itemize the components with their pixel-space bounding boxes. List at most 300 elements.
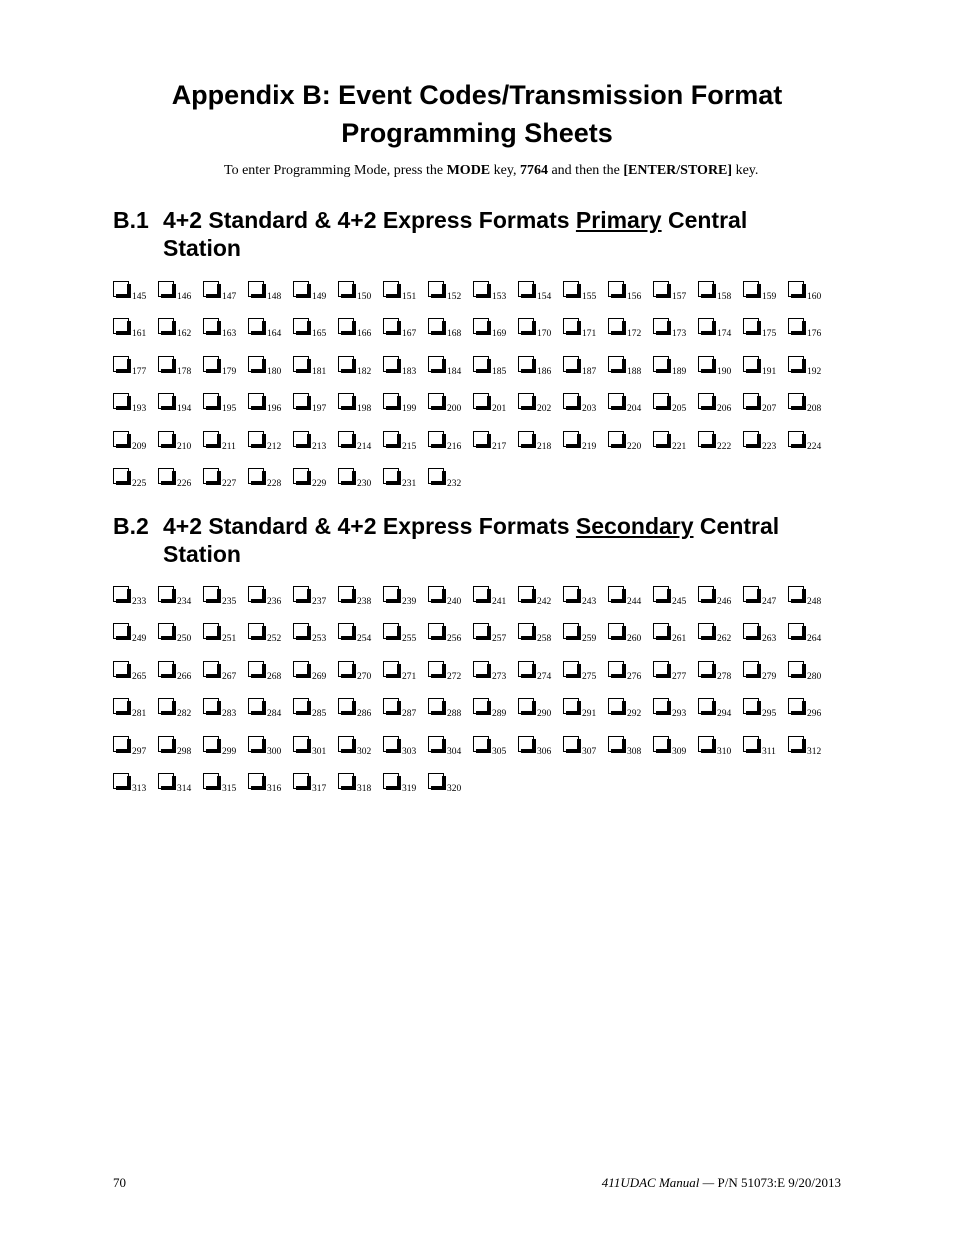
event-code-checkbox[interactable] [158, 619, 203, 645]
event-code-checkbox[interactable] [563, 619, 608, 645]
event-code-checkbox[interactable] [338, 619, 383, 645]
checkbox-icon[interactable] [338, 393, 356, 411]
event-code-checkbox[interactable] [518, 352, 563, 377]
checkbox-icon[interactable] [653, 736, 671, 754]
event-code-checkbox[interactable] [788, 582, 833, 607]
checkbox-icon[interactable] [518, 356, 536, 374]
event-code-checkbox[interactable] [608, 277, 653, 302]
event-code-checkbox[interactable] [158, 464, 203, 489]
event-code-checkbox[interactable] [248, 427, 293, 452]
checkbox-icon[interactable] [473, 281, 491, 299]
event-code-checkbox[interactable] [788, 657, 833, 682]
event-code-checkbox[interactable] [743, 732, 788, 757]
event-code-checkbox[interactable] [698, 732, 743, 757]
checkbox-icon[interactable] [203, 698, 221, 716]
event-code-checkbox[interactable] [203, 657, 248, 682]
checkbox-icon[interactable] [113, 698, 131, 716]
checkbox-icon[interactable] [788, 318, 806, 336]
event-code-checkbox[interactable] [473, 732, 518, 757]
checkbox-icon[interactable] [473, 623, 491, 641]
checkbox-icon[interactable] [293, 431, 311, 449]
checkbox-icon[interactable] [203, 393, 221, 411]
checkbox-icon[interactable] [518, 431, 536, 449]
checkbox-icon[interactable] [293, 586, 311, 604]
checkbox-icon[interactable] [563, 698, 581, 716]
checkbox-icon[interactable] [788, 623, 806, 641]
checkbox-icon[interactable] [113, 623, 131, 641]
event-code-checkbox[interactable] [563, 277, 608, 302]
checkbox-icon[interactable] [743, 623, 761, 641]
checkbox-icon[interactable] [698, 318, 716, 336]
event-code-checkbox[interactable] [113, 277, 158, 302]
checkbox-icon[interactable] [563, 431, 581, 449]
event-code-checkbox[interactable] [563, 582, 608, 607]
checkbox-icon[interactable] [203, 773, 221, 791]
event-code-checkbox[interactable] [248, 657, 293, 682]
event-code-checkbox[interactable] [428, 314, 473, 340]
checkbox-icon[interactable] [698, 661, 716, 679]
checkbox-icon[interactable] [158, 736, 176, 754]
event-code-checkbox[interactable] [248, 694, 293, 720]
checkbox-icon[interactable] [248, 736, 266, 754]
event-code-checkbox[interactable] [383, 619, 428, 645]
event-code-checkbox[interactable] [428, 277, 473, 302]
event-code-checkbox[interactable] [698, 314, 743, 340]
checkbox-icon[interactable] [158, 698, 176, 716]
event-code-checkbox[interactable] [653, 389, 698, 415]
checkbox-icon[interactable] [338, 356, 356, 374]
event-code-checkbox[interactable] [248, 277, 293, 302]
checkbox-icon[interactable] [743, 431, 761, 449]
event-code-checkbox[interactable] [608, 619, 653, 645]
checkbox-icon[interactable] [428, 698, 446, 716]
event-code-checkbox[interactable] [698, 427, 743, 452]
checkbox-icon[interactable] [428, 773, 446, 791]
event-code-checkbox[interactable] [203, 277, 248, 302]
checkbox-icon[interactable] [113, 736, 131, 754]
event-code-checkbox[interactable] [563, 352, 608, 377]
event-code-checkbox[interactable] [383, 277, 428, 302]
checkbox-icon[interactable] [383, 586, 401, 604]
checkbox-icon[interactable] [788, 698, 806, 716]
event-code-checkbox[interactable] [608, 314, 653, 340]
checkbox-icon[interactable] [338, 698, 356, 716]
checkbox-icon[interactable] [653, 281, 671, 299]
event-code-checkbox[interactable] [608, 732, 653, 757]
event-code-checkbox[interactable] [788, 732, 833, 757]
checkbox-icon[interactable] [788, 661, 806, 679]
checkbox-icon[interactable] [383, 393, 401, 411]
event-code-checkbox[interactable] [473, 427, 518, 452]
checkbox-icon[interactable] [473, 698, 491, 716]
checkbox-icon[interactable] [518, 281, 536, 299]
checkbox-icon[interactable] [338, 623, 356, 641]
checkbox-icon[interactable] [383, 661, 401, 679]
event-code-checkbox[interactable] [428, 352, 473, 377]
checkbox-icon[interactable] [428, 661, 446, 679]
event-code-checkbox[interactable] [743, 694, 788, 720]
event-code-checkbox[interactable] [248, 619, 293, 645]
event-code-checkbox[interactable] [788, 352, 833, 377]
checkbox-icon[interactable] [293, 468, 311, 486]
checkbox-icon[interactable] [608, 281, 626, 299]
event-code-checkbox[interactable] [113, 389, 158, 415]
event-code-checkbox[interactable] [428, 582, 473, 607]
event-code-checkbox[interactable] [113, 619, 158, 645]
event-code-checkbox[interactable] [563, 732, 608, 757]
event-code-checkbox[interactable] [428, 427, 473, 452]
event-code-checkbox[interactable] [653, 694, 698, 720]
event-code-checkbox[interactable] [428, 464, 473, 489]
event-code-checkbox[interactable] [383, 657, 428, 682]
checkbox-icon[interactable] [563, 318, 581, 336]
event-code-checkbox[interactable] [698, 619, 743, 645]
event-code-checkbox[interactable] [518, 314, 563, 340]
event-code-checkbox[interactable] [788, 694, 833, 720]
checkbox-icon[interactable] [338, 468, 356, 486]
event-code-checkbox[interactable] [383, 464, 428, 489]
checkbox-icon[interactable] [293, 318, 311, 336]
event-code-checkbox[interactable] [383, 389, 428, 415]
event-code-checkbox[interactable] [653, 314, 698, 340]
event-code-checkbox[interactable] [743, 582, 788, 607]
event-code-checkbox[interactable] [653, 277, 698, 302]
checkbox-icon[interactable] [698, 736, 716, 754]
event-code-checkbox[interactable] [158, 277, 203, 302]
event-code-checkbox[interactable] [293, 427, 338, 452]
event-code-checkbox[interactable] [203, 389, 248, 415]
event-code-checkbox[interactable] [158, 732, 203, 757]
checkbox-icon[interactable] [788, 281, 806, 299]
checkbox-icon[interactable] [158, 281, 176, 299]
event-code-checkbox[interactable] [383, 314, 428, 340]
checkbox-icon[interactable] [518, 698, 536, 716]
checkbox-icon[interactable] [473, 318, 491, 336]
checkbox-icon[interactable] [428, 468, 446, 486]
event-code-checkbox[interactable] [203, 352, 248, 377]
event-code-checkbox[interactable] [653, 427, 698, 452]
checkbox-icon[interactable] [113, 393, 131, 411]
checkbox-icon[interactable] [248, 393, 266, 411]
event-code-checkbox[interactable] [158, 694, 203, 720]
checkbox-icon[interactable] [653, 698, 671, 716]
event-code-checkbox[interactable] [158, 769, 203, 794]
event-code-checkbox[interactable] [338, 389, 383, 415]
checkbox-icon[interactable] [383, 431, 401, 449]
checkbox-icon[interactable] [293, 281, 311, 299]
checkbox-icon[interactable] [158, 393, 176, 411]
checkbox-icon[interactable] [158, 318, 176, 336]
checkbox-icon[interactable] [428, 736, 446, 754]
event-code-checkbox[interactable] [788, 619, 833, 645]
checkbox-icon[interactable] [158, 468, 176, 486]
checkbox-icon[interactable] [113, 468, 131, 486]
checkbox-icon[interactable] [338, 773, 356, 791]
event-code-checkbox[interactable] [113, 427, 158, 452]
event-code-checkbox[interactable] [788, 389, 833, 415]
event-code-checkbox[interactable] [473, 352, 518, 377]
event-code-checkbox[interactable] [338, 582, 383, 607]
event-code-checkbox[interactable] [203, 619, 248, 645]
event-code-checkbox[interactable] [743, 427, 788, 452]
event-code-checkbox[interactable] [563, 314, 608, 340]
checkbox-icon[interactable] [608, 736, 626, 754]
checkbox-icon[interactable] [518, 736, 536, 754]
event-code-checkbox[interactable] [473, 582, 518, 607]
event-code-checkbox[interactable] [113, 769, 158, 794]
checkbox-icon[interactable] [518, 318, 536, 336]
event-code-checkbox[interactable] [338, 427, 383, 452]
event-code-checkbox[interactable] [293, 657, 338, 682]
event-code-checkbox[interactable] [428, 619, 473, 645]
event-code-checkbox[interactable] [293, 352, 338, 377]
checkbox-icon[interactable] [473, 586, 491, 604]
checkbox-icon[interactable] [743, 393, 761, 411]
checkbox-icon[interactable] [698, 698, 716, 716]
checkbox-icon[interactable] [293, 698, 311, 716]
event-code-checkbox[interactable] [293, 314, 338, 340]
event-code-checkbox[interactable] [743, 277, 788, 302]
checkbox-icon[interactable] [338, 736, 356, 754]
checkbox-icon[interactable] [203, 468, 221, 486]
event-code-checkbox[interactable] [203, 582, 248, 607]
checkbox-icon[interactable] [563, 356, 581, 374]
checkbox-icon[interactable] [338, 431, 356, 449]
checkbox-icon[interactable] [788, 736, 806, 754]
checkbox-icon[interactable] [788, 586, 806, 604]
checkbox-icon[interactable] [473, 393, 491, 411]
event-code-checkbox[interactable] [743, 352, 788, 377]
event-code-checkbox[interactable] [518, 389, 563, 415]
checkbox-icon[interactable] [788, 356, 806, 374]
event-code-checkbox[interactable] [248, 389, 293, 415]
checkbox-icon[interactable] [473, 356, 491, 374]
checkbox-icon[interactable] [293, 393, 311, 411]
event-code-checkbox[interactable] [158, 657, 203, 682]
event-code-checkbox[interactable] [563, 389, 608, 415]
event-code-checkbox[interactable] [383, 582, 428, 607]
checkbox-icon[interactable] [383, 281, 401, 299]
checkbox-icon[interactable] [203, 318, 221, 336]
checkbox-icon[interactable] [158, 623, 176, 641]
event-code-checkbox[interactable] [338, 694, 383, 720]
event-code-checkbox[interactable] [338, 352, 383, 377]
event-code-checkbox[interactable] [383, 694, 428, 720]
checkbox-icon[interactable] [113, 318, 131, 336]
event-code-checkbox[interactable] [248, 732, 293, 757]
event-code-checkbox[interactable] [698, 694, 743, 720]
event-code-checkbox[interactable] [203, 464, 248, 489]
event-code-checkbox[interactable] [338, 657, 383, 682]
checkbox-icon[interactable] [698, 356, 716, 374]
checkbox-icon[interactable] [608, 661, 626, 679]
event-code-checkbox[interactable] [608, 427, 653, 452]
checkbox-icon[interactable] [563, 281, 581, 299]
checkbox-icon[interactable] [428, 318, 446, 336]
checkbox-icon[interactable] [113, 773, 131, 791]
event-code-checkbox[interactable] [203, 769, 248, 794]
checkbox-icon[interactable] [563, 736, 581, 754]
checkbox-icon[interactable] [653, 393, 671, 411]
checkbox-icon[interactable] [383, 356, 401, 374]
checkbox-icon[interactable] [653, 356, 671, 374]
event-code-checkbox[interactable] [518, 582, 563, 607]
event-code-checkbox[interactable] [293, 769, 338, 794]
event-code-checkbox[interactable] [113, 352, 158, 377]
checkbox-icon[interactable] [563, 661, 581, 679]
event-code-checkbox[interactable] [113, 314, 158, 340]
checkbox-icon[interactable] [653, 431, 671, 449]
event-code-checkbox[interactable] [203, 314, 248, 340]
checkbox-icon[interactable] [383, 623, 401, 641]
checkbox-icon[interactable] [248, 431, 266, 449]
event-code-checkbox[interactable] [788, 277, 833, 302]
event-code-checkbox[interactable] [203, 427, 248, 452]
event-code-checkbox[interactable] [608, 389, 653, 415]
event-code-checkbox[interactable] [743, 389, 788, 415]
event-code-checkbox[interactable] [293, 694, 338, 720]
checkbox-icon[interactable] [743, 698, 761, 716]
event-code-checkbox[interactable] [743, 314, 788, 340]
checkbox-icon[interactable] [608, 356, 626, 374]
event-code-checkbox[interactable] [788, 314, 833, 340]
checkbox-icon[interactable] [203, 661, 221, 679]
checkbox-icon[interactable] [113, 281, 131, 299]
event-code-checkbox[interactable] [113, 694, 158, 720]
checkbox-icon[interactable] [203, 623, 221, 641]
event-code-checkbox[interactable] [428, 732, 473, 757]
event-code-checkbox[interactable] [698, 352, 743, 377]
event-code-checkbox[interactable] [788, 427, 833, 452]
checkbox-icon[interactable] [248, 698, 266, 716]
event-code-checkbox[interactable] [473, 657, 518, 682]
checkbox-icon[interactable] [338, 586, 356, 604]
checkbox-icon[interactable] [788, 431, 806, 449]
checkbox-icon[interactable] [473, 661, 491, 679]
checkbox-icon[interactable] [338, 281, 356, 299]
event-code-checkbox[interactable] [158, 582, 203, 607]
checkbox-icon[interactable] [428, 431, 446, 449]
checkbox-icon[interactable] [383, 318, 401, 336]
checkbox-icon[interactable] [293, 773, 311, 791]
event-code-checkbox[interactable] [608, 694, 653, 720]
checkbox-icon[interactable] [248, 623, 266, 641]
checkbox-icon[interactable] [518, 393, 536, 411]
event-code-checkbox[interactable] [293, 732, 338, 757]
event-code-checkbox[interactable] [248, 352, 293, 377]
event-code-checkbox[interactable] [473, 619, 518, 645]
event-code-checkbox[interactable] [653, 582, 698, 607]
checkbox-icon[interactable] [698, 623, 716, 641]
checkbox-icon[interactable] [518, 586, 536, 604]
checkbox-icon[interactable] [608, 393, 626, 411]
event-code-checkbox[interactable] [293, 619, 338, 645]
event-code-checkbox[interactable] [653, 657, 698, 682]
event-code-checkbox[interactable] [203, 694, 248, 720]
event-code-checkbox[interactable] [113, 464, 158, 489]
checkbox-icon[interactable] [653, 586, 671, 604]
checkbox-icon[interactable] [203, 586, 221, 604]
event-code-checkbox[interactable] [428, 769, 473, 794]
checkbox-icon[interactable] [113, 661, 131, 679]
checkbox-icon[interactable] [248, 356, 266, 374]
checkbox-icon[interactable] [608, 623, 626, 641]
event-code-checkbox[interactable] [383, 352, 428, 377]
event-code-checkbox[interactable] [293, 582, 338, 607]
checkbox-icon[interactable] [608, 318, 626, 336]
checkbox-icon[interactable] [743, 586, 761, 604]
checkbox-icon[interactable] [203, 431, 221, 449]
checkbox-icon[interactable] [473, 431, 491, 449]
event-code-checkbox[interactable] [653, 732, 698, 757]
event-code-checkbox[interactable] [473, 277, 518, 302]
checkbox-icon[interactable] [113, 431, 131, 449]
checkbox-icon[interactable] [248, 661, 266, 679]
checkbox-icon[interactable] [653, 661, 671, 679]
checkbox-icon[interactable] [383, 773, 401, 791]
event-code-checkbox[interactable] [338, 769, 383, 794]
checkbox-icon[interactable] [518, 661, 536, 679]
checkbox-icon[interactable] [428, 356, 446, 374]
event-code-checkbox[interactable] [338, 732, 383, 757]
checkbox-icon[interactable] [158, 661, 176, 679]
event-code-checkbox[interactable] [518, 277, 563, 302]
checkbox-icon[interactable] [338, 318, 356, 336]
event-code-checkbox[interactable] [473, 694, 518, 720]
checkbox-icon[interactable] [248, 281, 266, 299]
checkbox-icon[interactable] [698, 393, 716, 411]
checkbox-icon[interactable] [698, 281, 716, 299]
checkbox-icon[interactable] [293, 623, 311, 641]
event-code-checkbox[interactable] [563, 427, 608, 452]
checkbox-icon[interactable] [158, 586, 176, 604]
checkbox-icon[interactable] [293, 736, 311, 754]
checkbox-icon[interactable] [698, 431, 716, 449]
checkbox-icon[interactable] [653, 623, 671, 641]
checkbox-icon[interactable] [743, 661, 761, 679]
event-code-checkbox[interactable] [293, 277, 338, 302]
checkbox-icon[interactable] [518, 623, 536, 641]
checkbox-icon[interactable] [158, 356, 176, 374]
event-code-checkbox[interactable] [518, 657, 563, 682]
event-code-checkbox[interactable] [383, 732, 428, 757]
event-code-checkbox[interactable] [383, 427, 428, 452]
checkbox-icon[interactable] [743, 281, 761, 299]
event-code-checkbox[interactable] [158, 427, 203, 452]
checkbox-icon[interactable] [608, 698, 626, 716]
event-code-checkbox[interactable] [698, 657, 743, 682]
checkbox-icon[interactable] [113, 356, 131, 374]
event-code-checkbox[interactable] [293, 389, 338, 415]
event-code-checkbox[interactable] [563, 694, 608, 720]
checkbox-icon[interactable] [203, 281, 221, 299]
event-code-checkbox[interactable] [653, 619, 698, 645]
checkbox-icon[interactable] [428, 281, 446, 299]
checkbox-icon[interactable] [608, 586, 626, 604]
event-code-checkbox[interactable] [428, 389, 473, 415]
event-code-checkbox[interactable] [698, 277, 743, 302]
checkbox-icon[interactable] [698, 586, 716, 604]
checkbox-icon[interactable] [203, 356, 221, 374]
event-code-checkbox[interactable] [158, 314, 203, 340]
checkbox-icon[interactable] [248, 586, 266, 604]
checkbox-icon[interactable] [158, 431, 176, 449]
event-code-checkbox[interactable] [248, 464, 293, 489]
event-code-checkbox[interactable] [113, 732, 158, 757]
event-code-checkbox[interactable] [563, 657, 608, 682]
checkbox-icon[interactable] [428, 623, 446, 641]
event-code-checkbox[interactable] [473, 314, 518, 340]
